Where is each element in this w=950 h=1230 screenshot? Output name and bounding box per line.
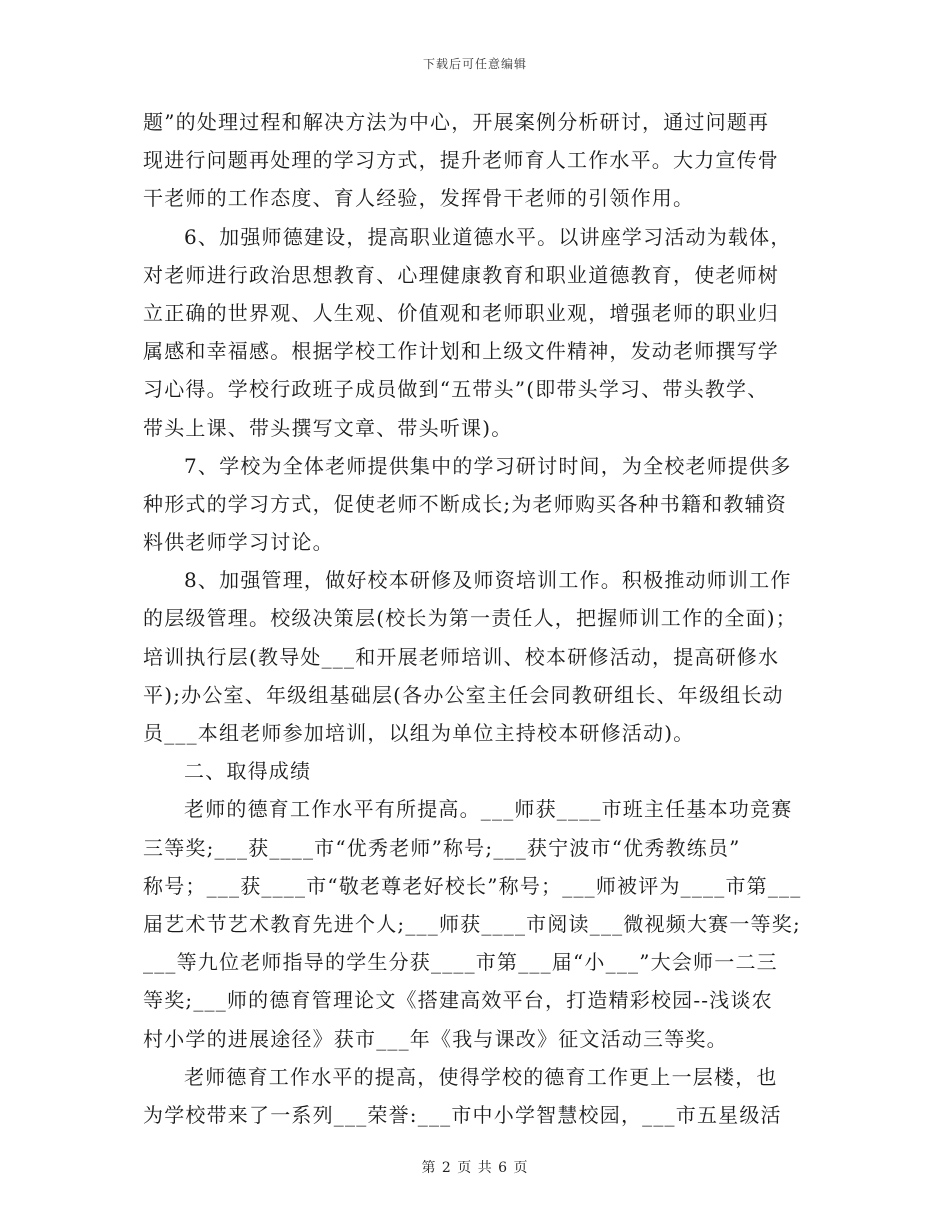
paragraph-5-continued [143, 103, 823, 218]
page-header-note: 下载后可任意编辑 [422, 57, 527, 71]
text-line: ___等九位老师指导的学生分获____市第___届“小___”大会师一二三 [143, 950, 778, 975]
paragraph-6 [143, 218, 823, 447]
document-body [143, 103, 823, 1134]
text-line: 对老师进行政治思想教育、心理健康教育和职业道德教育，使老师树 [143, 262, 779, 287]
paragraph-8 [143, 561, 823, 752]
text-line: 培训执行层(教导处___和开展老师培训、校本研修活动，提高研修水 [143, 644, 780, 669]
text-line: 的层级管理。校级决策层(校长为第一责任人，把握师训工作的全面)； [143, 606, 798, 631]
text-line: 村小学的进展途径》获市___年《我与课改》征文活动三等奖。 [143, 1026, 728, 1051]
text-line: 二、取得成绩 [184, 759, 312, 784]
text-line: 种形式的学习方式，促使老师不断成长;为老师购买各种书籍和教辅资 [143, 491, 787, 516]
text-line: 届艺术节艺术教育先进个人;___师获____市阅读___微视频大赛一等奖; [143, 911, 801, 936]
text-line: 属感和幸福感。根据学校工作计划和上级文件精神，发动老师撰写学 [143, 339, 779, 364]
text-line: 等奖;___师的德育管理论文《搭建高效平台，打造精彩校园--浅谈农 [143, 988, 773, 1013]
text-line: 干老师的工作态度、育人经验，发挥骨干老师的引领作用。 [143, 186, 695, 211]
text-line: 7、学校为全体老师提供集中的学习研讨时间，为全校老师提供多 [184, 453, 792, 478]
text-line: 题”的处理过程和解决方法为中心，开展案例分析研讨，通过问题再 [143, 110, 770, 134]
text-line: 老师德育工作水平的提高，使得学校的德育工作更上一层楼，也 [184, 1064, 778, 1089]
text-line: 8、加强管理，做好校本研修及师资培训工作。积极推动师训工作 [184, 568, 792, 593]
text-line: 平);办公室、年级组基础层(各办公室主任会同教研组长、年级组长动 [143, 682, 784, 707]
text-line: 称号；___获____市“敬老尊老好校长”称号；___师被评为____市第___ [143, 873, 802, 898]
paragraph-honors [143, 1058, 823, 1134]
text-line: 为学校带来了一系列___荣誉:___市中小学智慧校园，___市五星级活 [143, 1102, 782, 1127]
paragraph-7 [143, 447, 823, 562]
text-line: 立正确的世界观、人生观、价值观和老师职业观，增强老师的职业归 [143, 300, 779, 325]
text-line: 三等奖;___获____市“优秀老师”称号;___获宁波市“优秀教练员” [143, 835, 741, 860]
paragraph-achievements [143, 790, 823, 1057]
page-number-footer: 第 2 页 共 6 页 [421, 1160, 529, 1176]
text-line: 习心得。学校行政班子成员做到“五带头”(即带头学习、带头教学、 [143, 377, 769, 402]
text-line: 老师的德育工作水平有所提高。___师获____市班主任基本功竞赛 [184, 797, 793, 822]
text-line: 带头上课、带头撰写文章、带头听课)。 [143, 415, 513, 440]
text-line: 6、加强师德建设，提高职业道德水平。以讲座学习活动为载体， [184, 224, 792, 249]
text-line: 料供老师学习讨论。 [143, 530, 334, 555]
text-line: 员___本组老师参加培训，以组为单位主持校本研修活动)。 [143, 721, 695, 745]
section-heading-achievements [143, 752, 823, 790]
text-line: 现进行问题再处理的学习方式，提升老师育人工作水平。大力宣传骨 [143, 148, 779, 173]
